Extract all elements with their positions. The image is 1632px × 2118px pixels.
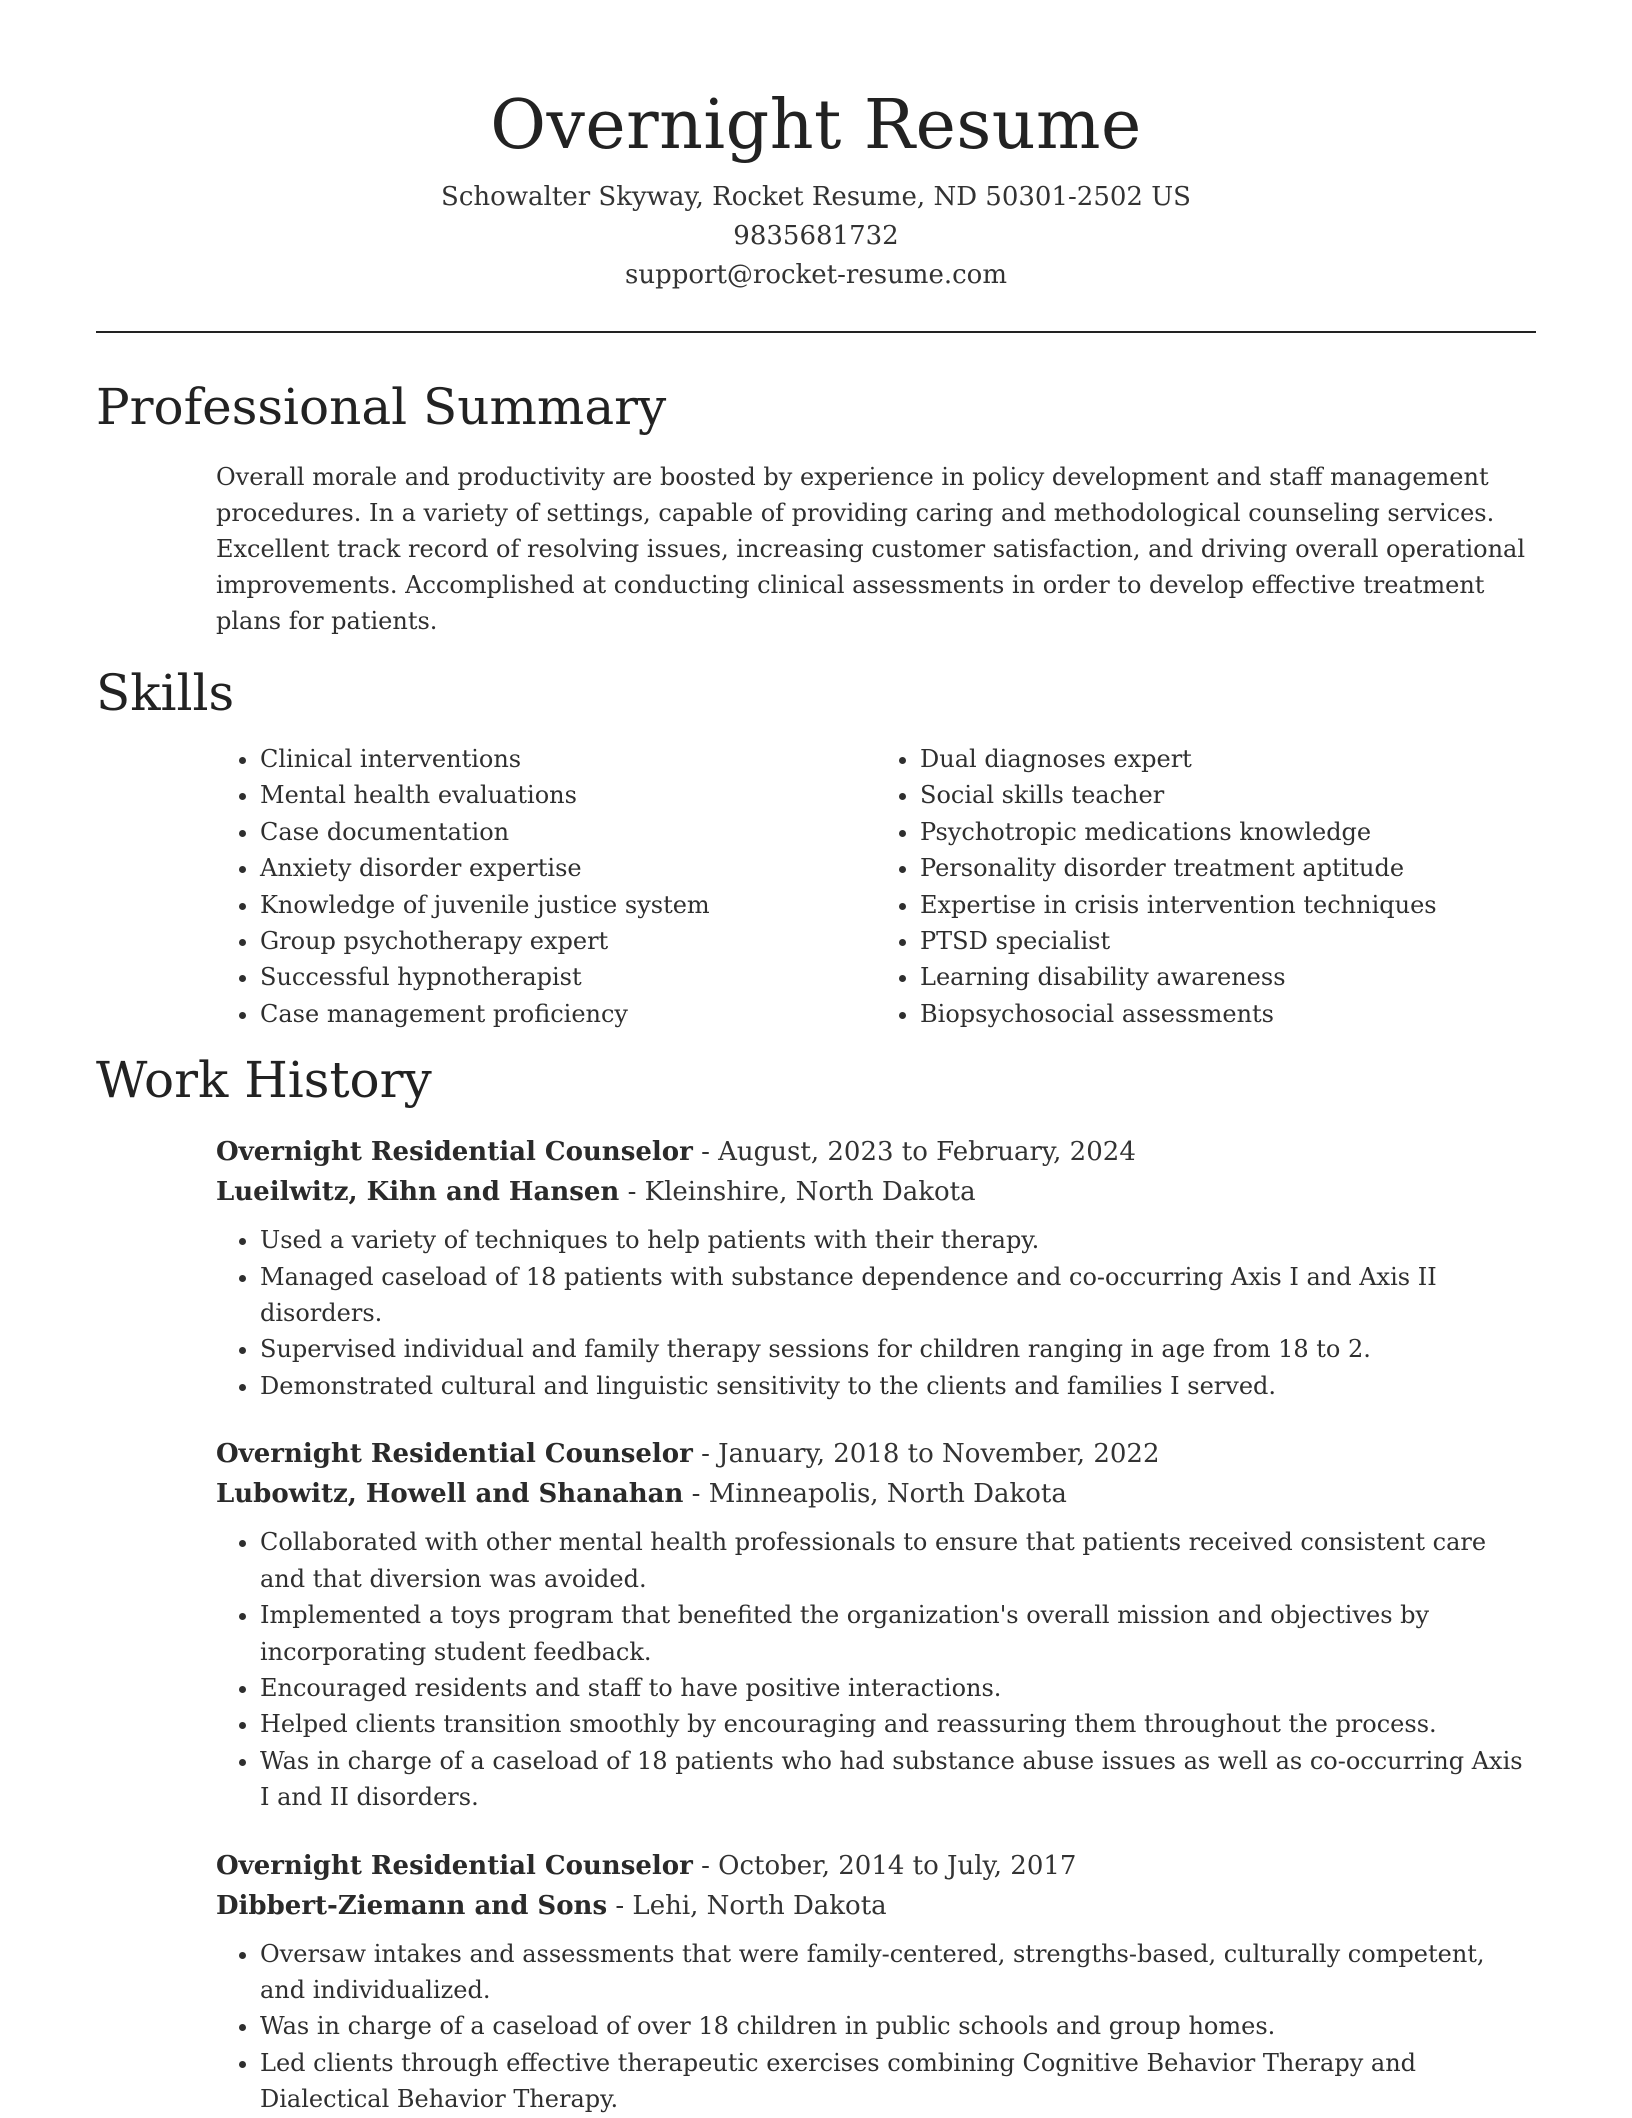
company-name: Dibbert-Ziemann and Sons — [216, 1890, 608, 1921]
job-bullet: • Used a variety of techniques to help patients with their therapy. — [260, 1222, 1536, 1258]
job-location: Kleinshire, North Dakota — [644, 1177, 976, 1208]
job-bullet: • Encouraged residents and staff to have positive interactions. — [260, 1670, 1536, 1706]
company-line — [216, 1474, 1536, 1514]
email: support@rocket-resume.com — [624, 260, 1007, 290]
job-title-line — [216, 1846, 1536, 1886]
separator: - — [615, 1890, 633, 1921]
job-bullet: • Led clients through effective therapeutic exercises combining Cognitive Behavior Therapy and Dialectical Behavior Therapy. — [260, 2045, 1536, 2118]
skills-column-left — [216, 741, 876, 1032]
job-bullets — [216, 1222, 1536, 1404]
skill-item: • Psychotropic medications knowledge — [920, 814, 1536, 850]
skill-item: • Learning disability awareness — [920, 959, 1536, 995]
skill-item: • Group psychotherapy expert — [260, 923, 876, 959]
job-location: Minneapolis, North Dakota — [708, 1479, 1067, 1510]
job-entry — [216, 1434, 1536, 1815]
section-title-work-history: Work History — [96, 1051, 432, 1110]
skill-item: • PTSD specialist — [920, 923, 1536, 959]
job-dates: October, 2014 to July, 2017 — [718, 1850, 1077, 1881]
section-title-summary: Professional Summary — [96, 378, 667, 436]
phone: 9835681732 — [733, 221, 899, 251]
professional-summary-section — [96, 377, 1536, 639]
job-bullet: • Managed caseload of 18 patients with substance dependence and co-occurring Axis I and Axis II disorders. — [260, 1259, 1536, 1332]
header-divider — [96, 331, 1536, 333]
resume-header — [0, 0, 1632, 295]
contact-info — [0, 178, 1632, 295]
skills-column-right — [876, 741, 1536, 1032]
company-name: Lueilwitz, Kihn and Hansen — [216, 1177, 620, 1208]
job-bullet: • Demonstrated cultural and linguistic sensitivity to the clients and families I served. — [260, 1368, 1536, 1404]
job-entry — [216, 1846, 1536, 2118]
company-name: Lubowitz, Howell and Shanahan — [216, 1479, 684, 1510]
job-bullet: • Supervised individual and family therapy sessions for children ranging in age from 18 to 2. — [260, 1331, 1536, 1367]
skills-grid — [216, 741, 1536, 1032]
job-bullet: • Collaborated with other mental health professionals to ensure that patients received consistent care and that diversion was avoided. — [260, 1524, 1536, 1597]
job-title: Overnight Residential Counselor — [216, 1439, 693, 1470]
skill-item: • Mental health evaluations — [260, 777, 876, 813]
job-bullets — [216, 1936, 1536, 2118]
skill-item: • Clinical interventions — [260, 741, 876, 777]
skills-section — [96, 663, 1536, 1032]
job-title: Overnight Residential Counselor — [216, 1137, 693, 1168]
summary-text: Overall morale and productivity are boosted by experience in policy development and staff management procedures. In a variety of settings, capable of providing caring and methodological counseling services. Excellent track record of resolving issues, increasing customer satisfaction, and driving overall operational improvements. Accomplished at conducting clinical assessments in order to develop effective treatment plans for patients. — [216, 463, 1526, 635]
skill-item: • Expertise in crisis intervention techniques — [920, 887, 1536, 923]
job-bullet: • Implemented a toys program that benefited the organization's overall mission and objectives by incorporating student feedback. — [260, 1597, 1536, 1670]
skill-item: • Case management proficiency — [260, 996, 876, 1032]
skill-item: • Anxiety disorder expertise — [260, 850, 876, 886]
skill-item: • Personality disorder treatment aptitude — [920, 850, 1536, 886]
job-bullet: • Was in charge of a caseload of over 18 children in public schools and group homes. — [260, 2008, 1536, 2044]
job-title: Overnight Residential Counselor — [216, 1850, 693, 1881]
separator: - — [627, 1177, 645, 1208]
separator: - — [701, 1439, 719, 1470]
skill-item: • Biopsychosocial assessments — [920, 996, 1536, 1032]
skill-item: • Dual diagnoses expert — [920, 741, 1536, 777]
work-history-section — [96, 1050, 1536, 2117]
job-bullet: • Helped clients transition smoothly by encouraging and reassuring them throughout the process. — [260, 1706, 1536, 1742]
skill-item: • Successful hypnotherapist — [260, 959, 876, 995]
company-line — [216, 1172, 1536, 1212]
skill-item: • Knowledge of juvenile justice system — [260, 887, 876, 923]
separator: - — [701, 1850, 719, 1881]
company-line — [216, 1886, 1536, 1926]
skill-item: • Social skills teacher — [920, 777, 1536, 813]
job-title-line — [216, 1132, 1536, 1172]
separator: - — [701, 1137, 719, 1168]
job-bullet: • Was in charge of a caseload of 18 patients who had substance abuse issues as well as co-occurring Axis I and II disorders. — [260, 1743, 1536, 1816]
job-location: Lehi, North Dakota — [632, 1890, 887, 1921]
address: Schowalter Skyway, Rocket Resume, ND 50301-2502 US — [441, 182, 1191, 212]
skill-item: • Case documentation — [260, 814, 876, 850]
page-title: Overnight Resume — [490, 86, 1142, 165]
job-bullet: • Oversaw intakes and assessments that were family-centered, strengths-based, culturally competent, and individualized. — [260, 1936, 1536, 2009]
job-entry — [216, 1132, 1536, 1404]
job-bullets — [216, 1524, 1536, 1815]
job-title-line — [216, 1434, 1536, 1474]
job-dates: January, 2018 to November, 2022 — [718, 1439, 1160, 1470]
job-dates: August, 2023 to February, 2024 — [718, 1137, 1136, 1168]
separator: - — [691, 1479, 709, 1510]
section-title-skills: Skills — [96, 664, 235, 722]
